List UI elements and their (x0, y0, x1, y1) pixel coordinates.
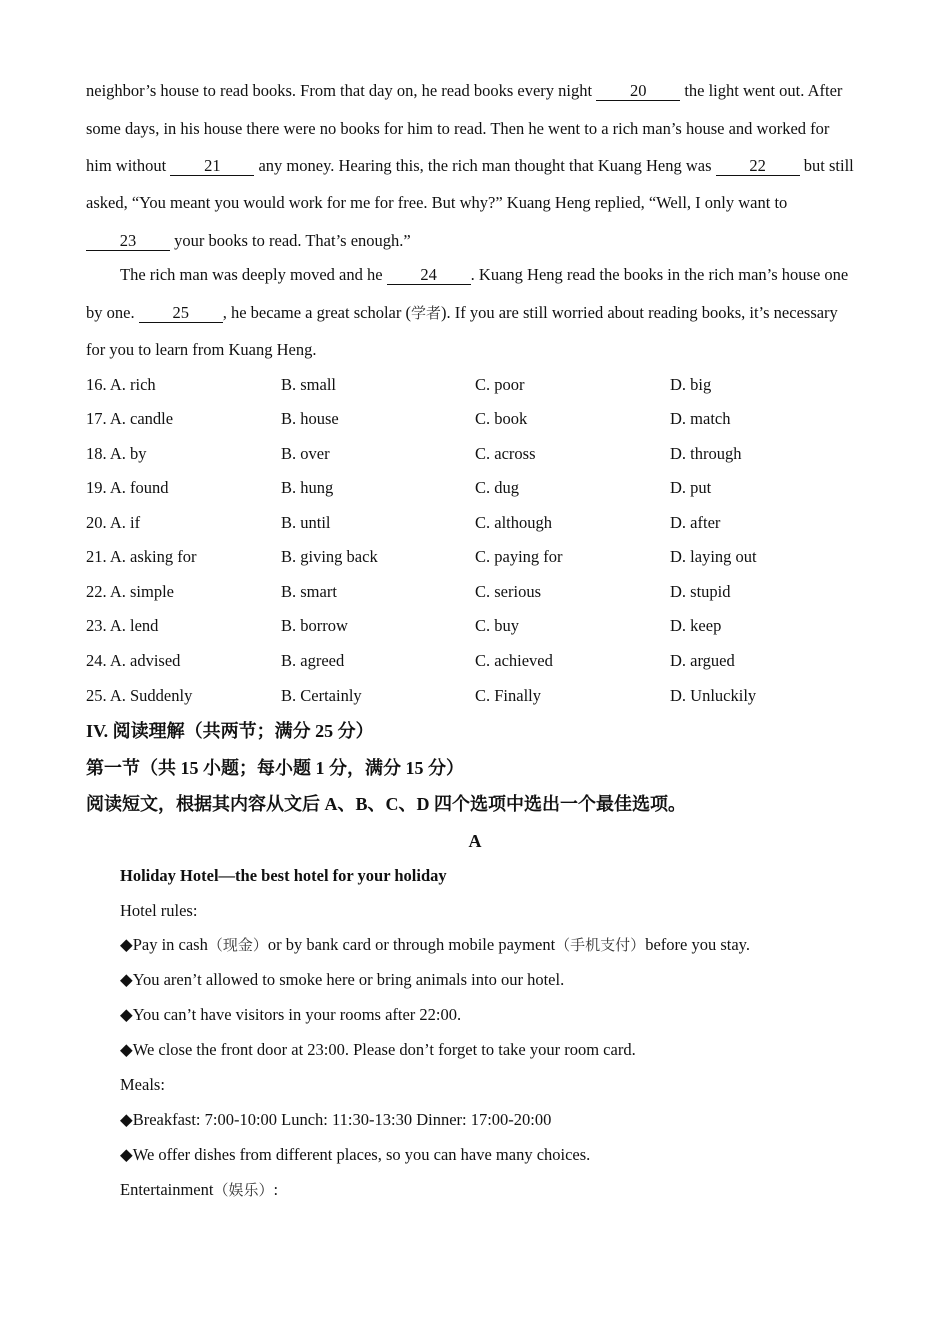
hotel-rule: ◆You aren’t allowed to smoke here or bring animals into our hotel. (120, 970, 565, 989)
option-d: D. big (670, 375, 712, 394)
hotel-rule: ◆You can’t have visitors in your rooms after 22:00. (120, 1005, 462, 1024)
option-c: C. although (475, 513, 552, 532)
option-a: 23. A. lend (86, 616, 159, 635)
passage-line (86, 81, 842, 101)
blank-24: 24 (387, 266, 471, 285)
passage-line (86, 303, 838, 323)
passage-text: by one. (86, 303, 139, 322)
section-instruction: 阅读短文，根据其内容从文后 A、B、C、D 四个选项中选出一个最佳选项。 (86, 794, 686, 814)
option-c: C. serious (475, 582, 541, 601)
option-b: B. agreed (281, 651, 345, 670)
option-a: 25. A. Suddenly (86, 686, 193, 705)
option-d: D. keep (670, 616, 722, 635)
option-a: 20. A. if (86, 513, 141, 532)
passage-text: neighbor’s house to read books. From that day on, he read books every night (86, 81, 597, 100)
passage-line (86, 156, 854, 176)
option-b: B. borrow (281, 616, 348, 635)
option-a: 19. A. found (86, 478, 169, 497)
hotel-entertainment-label (120, 1180, 278, 1200)
blank-25: 25 (139, 304, 223, 323)
option-a: 22. A. simple (86, 582, 175, 601)
option-b: B. until (281, 513, 331, 532)
section-part-heading: 第一节（共 15 小题；每小题 1 分，满分 15 分） (86, 758, 464, 778)
passage-line (120, 265, 848, 285)
passage-line: some days, in his house there were no books for him to read. Then he went to a rich man’s house and worked for (86, 119, 830, 138)
option-d: D. after (670, 513, 721, 532)
option-d: D. argued (670, 651, 735, 670)
option-b: B. small (281, 375, 337, 394)
option-a: 18. A. by (86, 444, 147, 463)
rule-cjk-gloss: （现金） (207, 936, 268, 954)
option-d: D. Unluckily (670, 686, 757, 705)
rule-text: ◆Pay in cash (120, 935, 208, 954)
blank-23: 23 (86, 232, 170, 251)
option-b: B. house (281, 409, 339, 428)
entertainment-colon: : (273, 1180, 279, 1199)
option-d: D. put (670, 478, 712, 497)
entertainment-cjk-gloss: （娱乐） (213, 1181, 274, 1199)
passage-text: the light went out. After (680, 81, 843, 100)
passage-text: but still (799, 156, 854, 175)
blank-22: 22 (716, 157, 800, 176)
passage-text: your books to read. That’s enough.” (170, 231, 411, 250)
option-b: B. over (281, 444, 330, 463)
passage-text: , he became a great scholar ( (222, 303, 411, 322)
passage-line (86, 231, 411, 251)
passage-line: for you to learn from Kuang Heng. (86, 340, 317, 359)
option-c: C. poor (475, 375, 525, 394)
blank-20: 20 (596, 82, 680, 101)
rule-cjk-gloss: （手机支付） (555, 936, 646, 954)
hotel-meal-times: ◆Breakfast: 7:00-10:00 Lunch: 11:30-13:30 Dinner: 17:00-20:00 (120, 1110, 552, 1129)
option-b: B. Certainly (281, 686, 362, 705)
hotel-rules-label: Hotel rules: (120, 901, 198, 920)
hotel-meals-label: Meals: (120, 1075, 165, 1094)
option-d: D. laying out (670, 547, 757, 566)
option-b: B. giving back (281, 547, 378, 566)
entertainment-text: Entertainment (120, 1180, 214, 1199)
passage-text: ). If you are still worried about reading books, it’s necessary (441, 303, 838, 322)
passage-letter: A (468, 831, 482, 851)
option-d: D. stupid (670, 582, 731, 601)
hotel-rule: ◆We close the front door at 23:00. Please don’t forget to take your room card. (120, 1040, 636, 1059)
option-b: B. hung (281, 478, 334, 497)
option-c: C. buy (475, 616, 520, 635)
option-c: C. book (475, 409, 528, 428)
option-c: C. dug (475, 478, 520, 497)
option-b: B. smart (281, 582, 337, 601)
option-c: C. achieved (475, 651, 553, 670)
passage-line: asked, “You meant you would work for me for free. But why?” Kuang Heng replied, “Well, I only want to (86, 193, 788, 212)
option-c: C. across (475, 444, 536, 463)
option-a: 17. A. candle (86, 409, 174, 428)
passage-text: him without (86, 156, 171, 175)
blank-21: 21 (170, 157, 254, 176)
rule-text: before you stay. (645, 935, 750, 954)
option-a: 16. A. rich (86, 375, 156, 394)
option-a: 24. A. advised (86, 651, 181, 670)
option-c: C. paying for (475, 547, 563, 566)
hotel-rule (120, 935, 750, 955)
passage-text: The rich man was deeply moved and he (120, 265, 387, 284)
option-d: D. through (670, 444, 742, 463)
option-d: D. match (670, 409, 731, 428)
passage-text: any money. Hearing this, the rich man thought that Kuang Heng was (254, 156, 716, 175)
passage-text: . Kuang Heng read the books in the rich man’s house one (470, 265, 849, 284)
rule-text: or by bank card or through mobile payment (267, 935, 556, 954)
option-a: 21. A. asking for (86, 547, 197, 566)
passage-cjk-gloss: 学者 (410, 304, 441, 322)
hotel-title: Holiday Hotel—the best hotel for your holiday (120, 866, 447, 885)
option-c: C. Finally (475, 686, 542, 705)
section-title: IV. 阅读理解（共两节；满分 25 分） (86, 721, 374, 741)
hotel-meal-info: ◆We offer dishes from different places, so you can have many choices. (120, 1145, 591, 1164)
